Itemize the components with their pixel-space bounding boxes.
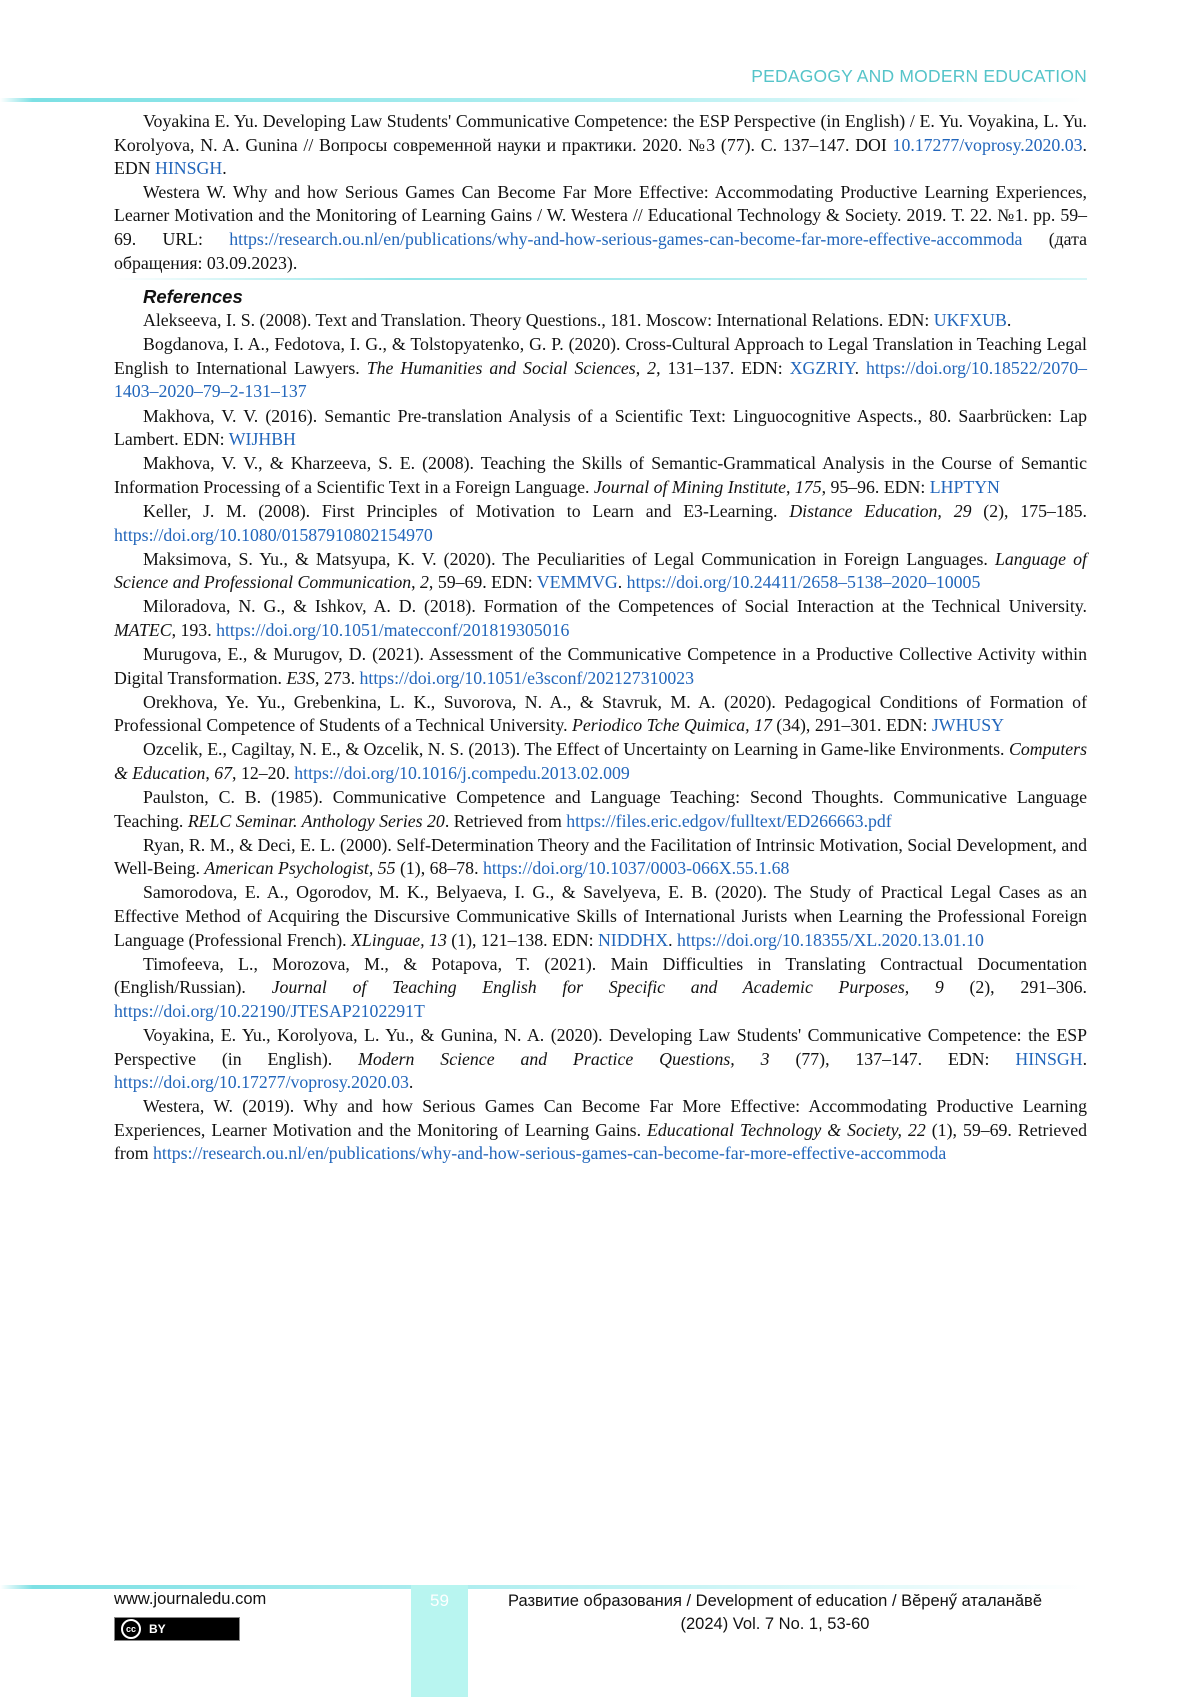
reference-text: , 273. xyxy=(315,667,360,688)
references-list xyxy=(114,309,1087,1166)
reference-link[interactable]: HINSGH xyxy=(155,158,223,179)
main-content xyxy=(114,110,1087,1167)
reference-text: (34), 291–301. EDN: xyxy=(771,715,932,736)
reference-italic-text: RELC Seminar. Anthology Series 20 xyxy=(187,810,445,831)
reference-link[interactable]: https://doi.org/10.22190/JTESAP2102291T xyxy=(114,1000,425,1021)
reference-link[interactable]: JWHUSY xyxy=(931,715,1004,736)
reference-link[interactable]: https://doi.org/10.1037/0003-066X.55.1.68 xyxy=(482,858,790,879)
reference-link[interactable]: https://doi.org/10.1051/matecconf/201819305016 xyxy=(216,619,570,640)
reference-text: Keller, J. M. (2008). First Principles of Motivation to Learn and E3-Learning. xyxy=(143,500,790,521)
reference-link[interactable]: https://doi.org/10.1051/e3sconf/202127310023 xyxy=(359,667,695,688)
reference-link[interactable]: UKFXUB xyxy=(933,310,1007,331)
reference-text: Murugova, E., & Murugov, D. (2021). Assessment of the Communicative Competence in a Productive Collective Activity within Digital Transformation. xyxy=(114,643,1087,688)
reference-text: Westera, W. (2019). Why and how Serious Games Can Become Far More Effective: Accommodating Productive Learning Experiences, Learner Motivation and the Monitoring of Learning Gains. xyxy=(114,1096,1087,1140)
reference-text: , 193. xyxy=(171,619,217,640)
cc-circle: cc xyxy=(121,1619,141,1639)
reference-italic-text: 67 xyxy=(214,762,233,783)
reference-entry xyxy=(114,786,1087,833)
reference-text: Ryan, R. M., & Deci, E. L. (2000). Self-Determination Theory and the Facilitation of Intrinsic Motivation, Social Development, and Well-Being. xyxy=(114,834,1087,879)
reference-link[interactable]: 10.17277/voprosy.2020.03 xyxy=(892,134,1083,155)
reference-text: Makhova, V. V., & Kharzeeva, S. E. (2008). Teaching the Skills of Semantic-Grammatical Analysis in the Course of Semantic Information Processing of a Scientific Text in a Foreign Language. xyxy=(114,453,1087,497)
reference-link[interactable]: https://doi.org/10.1080/01587910802154970 xyxy=(114,524,433,545)
reference-text: , xyxy=(786,476,795,497)
reference-text: . Retrieved from xyxy=(444,810,567,831)
reference-text: Westera W. Why and how Serious Games Can Become Far More Effective: Accommodating Productive Learning Experiences, Learner Motivation and the Monitoring of Learning Gains / W. Westera // Educational Technology & Society. 2019. Т. 22. №1. pp. 59–69. URL: xyxy=(114,181,1087,249)
reference-entry xyxy=(114,953,1087,1024)
reference-entry xyxy=(114,500,1087,547)
reference-italic-text: Distance Education, 29 xyxy=(789,500,972,521)
reference-link[interactable]: https://doi.org/10.24411/2658–5138–2020–10005 xyxy=(626,572,981,593)
reference-text: (1), 121–138. EDN: xyxy=(446,929,598,950)
reference-text: . xyxy=(854,357,867,378)
reference-italic-text: Journal of Mining Institute xyxy=(593,476,787,497)
reference-link[interactable]: NIDDHX xyxy=(597,929,669,950)
reference-entry xyxy=(114,691,1087,738)
reference-text: Miloradova, N. G., & Ishkov, A. D. (2018). Formation of the Competences of Social Interaction at the Technical University. xyxy=(143,596,1087,617)
reference-text: Ozcelik, E., Cagiltay, N. E., & Ozcelik, N. S. (2013). The Effect of Uncertainty on Learning in Game-like Environments. xyxy=(143,739,1009,760)
reference-entry xyxy=(114,1095,1087,1166)
reference-text: Voyakina, E. Yu., Korolyova, L. Yu., & Gunina, N. A. (2020). Developing Law Students' Communicative Competence: the ESP Perspective (in English). xyxy=(114,1024,1087,1069)
reference-link[interactable]: https://files.eric.edgov/fulltext/ED266663.pdf xyxy=(566,810,892,831)
reference-link[interactable]: XGZRIY xyxy=(789,357,855,378)
reference-text: (1), 68–78. xyxy=(395,858,483,879)
reference-link[interactable]: https://doi.org/10.17277/voprosy.2020.03 xyxy=(114,1072,409,1093)
reference-italic-text: Modern Science and Practice Questions, 3 xyxy=(358,1048,770,1069)
reference-italic-text: Computers & Education xyxy=(114,739,1087,783)
reference-link[interactable]: VEMMVG xyxy=(536,572,618,593)
reference-entry xyxy=(114,881,1087,952)
reference-italic-text: MATEC xyxy=(114,619,172,640)
journal-website-link[interactable]: www.journaledu.com xyxy=(114,1590,267,1608)
reference-text: . xyxy=(668,929,677,950)
reference-italic-text: 2 xyxy=(647,357,657,378)
reference-link[interactable]: LHPTYN xyxy=(929,476,1000,497)
reference-text: (1), 59–69. Retrieved from xyxy=(114,1119,1087,1164)
footer-rule xyxy=(0,1585,1088,1589)
reference-entry xyxy=(114,309,1087,333)
reference-text: . xyxy=(1082,1048,1088,1069)
reference-text: (77), 137–147. EDN: xyxy=(769,1048,1016,1069)
reference-text: Timofeeva, L., Morozova, M., & Potapova, T. (2021). Main Difficulties in Translating Contractual Documentation (English/Russian). xyxy=(114,953,1087,998)
page-number: 59 xyxy=(430,1591,449,1610)
reference-text: Maksimova, S. Yu., & Matsyupa, K. V. (2020). The Peculiarities of Legal Communication in Foreign Languages. xyxy=(143,548,995,569)
reference-entry xyxy=(114,405,1087,452)
reference-italic-text: E3S xyxy=(286,667,316,688)
reference-text: , 12–20. xyxy=(232,762,295,783)
reference-link[interactable]: https://doi.org/10.18522/2070–1403–2020–79–2-131–137 xyxy=(114,357,1087,402)
reference-entry xyxy=(114,1024,1087,1095)
reference-entry xyxy=(114,643,1087,690)
reference-entry xyxy=(114,595,1087,642)
running-header: PEDAGOGY AND MODERN EDUCATION xyxy=(751,66,1087,86)
reference-text: . xyxy=(408,1072,414,1093)
reference-entry xyxy=(114,548,1087,595)
reference-italic-text: XLinguae, 13 xyxy=(351,929,447,950)
reference-link[interactable]: https://doi.org/10.1016/j.compedu.2013.02.009 xyxy=(294,762,630,783)
reference-link[interactable]: https://research.ou.nl/en/publications/why-and-how-serious-games-can-become-far-more-effective-accommoda xyxy=(153,1143,947,1164)
reference-text: Samorodova, E. A., Ogorodov, M. K., Belyaeva, I. G., & Savelyeva, E. B. (2020). The Study of Practical Legal Cases as an Effective Method of Acquiring the Discursive Communicative Skills of International Jurists when Learning the Professional Foreign Language (Professional French). xyxy=(114,882,1087,950)
reference-text: , 59–69. EDN: xyxy=(428,572,537,593)
reference-text: , xyxy=(411,572,421,593)
reference-italic-text: Journal of Teaching English for Specific and Academic Purposes, 9 xyxy=(271,977,944,998)
reference-text: . EDN xyxy=(114,134,1087,179)
reference-text: . xyxy=(222,158,227,179)
reference-text: (2), 291–306. xyxy=(943,977,1087,998)
reference-italic-text: Periodico Tche Quimica, 17 xyxy=(572,715,772,736)
reference-link[interactable]: HINSGH xyxy=(1015,1048,1083,1069)
reference-entry xyxy=(114,110,1087,181)
reference-text: Bogdanova, I. A., Fedotova, I. G., & Tolstopyatenko, G. P. (2020). Cross-Cultural Approach to Legal Translation in Teaching Legal English to International Lawyers. xyxy=(114,334,1087,378)
reference-text: Voyakina E. Yu. Developing Law Students' Communicative Competence: the ESP Perspective (in English) / E. Yu. Voyakina, L. Yu. Korolyova, N. A. Gunina // Вопросы современной науки и практики. 2020. №3 (77). С. 137–147. DOI xyxy=(114,111,1087,155)
journal-citation xyxy=(475,1590,1075,1636)
reference-entry xyxy=(114,834,1087,881)
reference-text: Makhova, V. V. (2016). Semantic Pre-translation Analysis of a Scientific Text: Linguocognitive Aspects., 80. Saarbrücken: Lap Lambert. EDN: xyxy=(114,405,1087,450)
reference-text: . xyxy=(617,572,627,593)
creative-commons-icon[interactable] xyxy=(114,1617,240,1641)
journal-name: Развитие образования / Development of education / Вĕренӳ аталанăвĕ xyxy=(508,1592,1042,1610)
reference-text: (дата обращения: 03.09.2023). xyxy=(114,228,1087,273)
reference-text: Orekhova, Ye. Yu., Grebenkina, L. K., Suvorova, N. A., & Stavruk, M. A. (2020). Pedagogical Conditions of Formation of Professional Competence of Students of a Technical University. xyxy=(114,691,1087,736)
reference-entry xyxy=(114,333,1087,404)
reference-italic-text: 175 xyxy=(794,476,822,497)
reference-text: Paulston, C. B. (1985). Communicative Competence and Language Teaching: Second Thoughts. Communicative Language Teaching. xyxy=(114,787,1087,831)
reference-entry xyxy=(114,738,1087,785)
header-rule xyxy=(0,98,1088,102)
reference-italic-text: American Psychologist, 55 xyxy=(204,858,396,879)
russian-reference-list xyxy=(114,110,1087,275)
reference-italic-text: Language of Science and Professional Communication xyxy=(114,548,1087,593)
references-heading: References xyxy=(143,286,243,308)
reference-entry xyxy=(114,452,1087,499)
section-separator xyxy=(114,278,1087,280)
journal-issue: (2024) Vol. 7 No. 1, 53-60 xyxy=(680,1615,870,1633)
reference-link[interactable]: WIJHBH xyxy=(228,429,296,450)
reference-italic-text: Educational Technology & Society, 22 xyxy=(647,1119,926,1140)
license-label: BY xyxy=(149,1622,166,1636)
reference-link[interactable]: https://doi.org/10.18355/XL.2020.13.01.10 xyxy=(677,929,984,950)
reference-link[interactable]: https://research.ou.nl/en/publications/why-and-how-serious-games-can-become-far-more-effective-accommoda xyxy=(229,228,1023,249)
reference-text: (2), 175–185. xyxy=(971,500,1087,521)
reference-italic-text: The Humanities and Social Sciences xyxy=(366,357,636,378)
reference-text: , xyxy=(635,357,648,378)
reference-text: , xyxy=(205,762,215,783)
reference-text: Alekseeva, I. S. (2008). Text and Translation. Theory Questions., 181. Moscow: International Relations. EDN: xyxy=(143,310,934,331)
reference-text: . xyxy=(1006,310,1012,331)
reference-entry xyxy=(114,181,1087,275)
reference-italic-text: 2 xyxy=(420,572,429,593)
reference-text: , 95–96. EDN: xyxy=(821,476,930,497)
reference-text: , 131–137. EDN: xyxy=(656,357,790,378)
